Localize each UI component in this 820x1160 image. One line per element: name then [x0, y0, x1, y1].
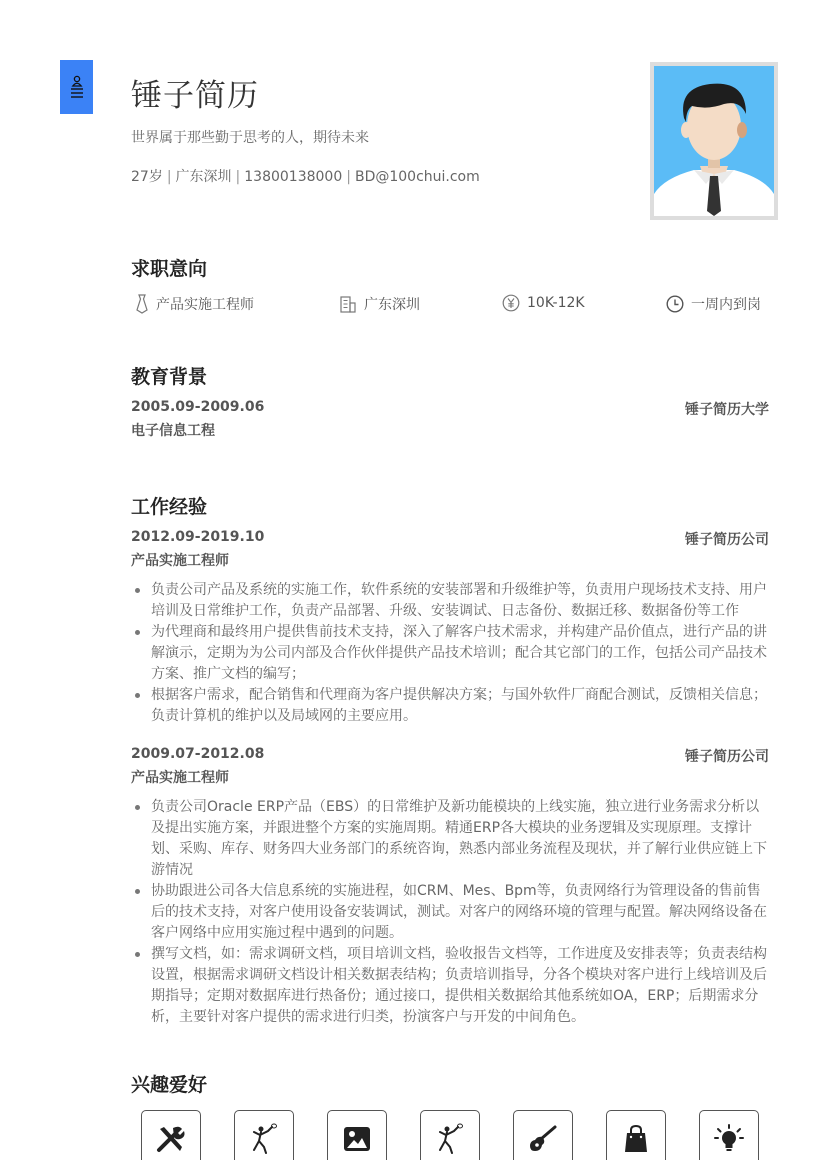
education-school: 锤子简历大学	[685, 402, 769, 418]
yuan-icon	[502, 294, 520, 312]
intention-city	[339, 294, 420, 314]
hobby-shopping	[606, 1110, 666, 1160]
tie-icon	[135, 294, 149, 314]
job-company: 锤子简历公司	[685, 532, 769, 548]
separator: |	[166, 169, 172, 185]
motto: 世界属于那些勤于思考的人，期待未来	[131, 130, 369, 146]
hobby-ideas	[699, 1110, 759, 1160]
intention-position-text: 产品实施工程师	[156, 297, 254, 313]
intention-arrival	[666, 294, 761, 314]
list-item: 撰写文档，如：需求调研文档，项目培训文档，验收报告文档等，工作进度及安排表等；负责表结构设置，根据需求调研文档设计相关数据表结构；负责培训指导，分各个模块对客户进行上线培训及后期指导；定期对数据库进行热备份；通过接口，提供相关数据给其他系统如OA，ERP；后期需求分析，主要针对客户提供的需求进行归类，扮演客户与开发的中间角色。	[131, 944, 771, 1028]
section-title-education: 教育背景	[131, 366, 208, 388]
job-duties-list	[131, 580, 771, 727]
resume-name: 锤子简历	[131, 78, 259, 114]
education-period: 2005.09-2009.06	[131, 399, 265, 415]
job-period: 2012.09-2019.10	[131, 529, 265, 545]
lightbulb-icon	[713, 1123, 745, 1155]
age: 27岁	[131, 169, 163, 185]
location: 广东深圳	[175, 169, 232, 185]
clock-icon	[666, 295, 684, 313]
job-role: 产品实施工程师	[131, 553, 229, 569]
list-item: 负责公司产品及系统的实施工作，软件系统的安装部署和升级维护等，负责用户现场技术支持、用户培训及日常维护工作，负责产品部署、升级、安装调试、日志备份、数据迁移、数据备份等工作	[131, 580, 771, 622]
job-company: 锤子简历公司	[685, 749, 769, 765]
job-period: 2009.07-2012.08	[131, 746, 265, 762]
job-intention-row	[131, 294, 771, 314]
picture-icon	[341, 1123, 373, 1155]
hobby-badminton	[234, 1110, 294, 1160]
guitar-icon	[527, 1123, 559, 1155]
badminton-icon	[434, 1123, 466, 1155]
intention-salary-text: 10K-12K	[527, 295, 585, 311]
building-icon	[339, 295, 357, 313]
hobby-guitar	[513, 1110, 573, 1160]
list-item: 根据客户需求，配合销售和代理商为客户提供解决方案；与国外软件厂商配合测试，反馈相关信息；负责计算机的维护以及局域网的主要应用。	[131, 685, 771, 727]
email: BD@100chui.com	[354, 169, 480, 185]
shopping-bag-icon	[620, 1123, 652, 1155]
intention-salary	[502, 294, 585, 312]
job-role: 产品实施工程师	[131, 770, 229, 786]
job-duties-list	[131, 797, 771, 1028]
list-item: 负责公司Oracle ERP产品（EBS）的日常维护及新功能模块的上线实施，独立进行业务需求分析以及提出实施方案，并跟进整个方案的实施周期。精通ERP各大模块的业务逻辑及实现原理。支撑计划、采购、库存、财务四大业务部门的系统咨询，熟悉内部业务流程及现状，并了解行业供应链上下游情况	[131, 797, 771, 881]
badminton-icon	[248, 1123, 280, 1155]
intention-arrival-text: 一周内到岗	[691, 297, 761, 313]
section-title-intention: 求职意向	[131, 258, 208, 280]
hobby-picture	[327, 1110, 387, 1160]
separator: |	[346, 169, 351, 185]
list-item: 为代理商和最终用户提供售前技术支持，深入了解客户技术需求，并构建产品价值点，进行产品的讲解演示，定期为为公司内部及合作伙伴提供产品技术培训；配合其它部门的工作，包括公司产品技术方案、推广文档的编写；	[131, 622, 771, 685]
intention-position	[135, 294, 254, 314]
phone: 13800138000	[244, 169, 343, 185]
basic-info	[131, 166, 480, 186]
section-title-hobbies: 兴趣爱好	[131, 1074, 208, 1096]
hobby-badminton	[420, 1110, 480, 1160]
education-major: 电子信息工程	[131, 423, 215, 439]
tools-icon	[155, 1123, 187, 1155]
section-title-work: 工作经验	[131, 496, 208, 518]
hobby-tools	[141, 1110, 201, 1160]
resume-tag-icon	[60, 60, 93, 114]
intention-city-text: 广东深圳	[364, 297, 420, 313]
separator: |	[235, 169, 241, 185]
avatar	[650, 62, 778, 220]
list-item: 协助跟进公司各大信息系统的实施进程，如CRM、Mes、Bpm等，负责网络行为管理设备的售前售后的技术支持，对客户使用设备安装调试，测试。对客户的网络环境的管理与配置。解决网络设备在客户网络中应用实施过程中遇到的问题。	[131, 881, 771, 944]
